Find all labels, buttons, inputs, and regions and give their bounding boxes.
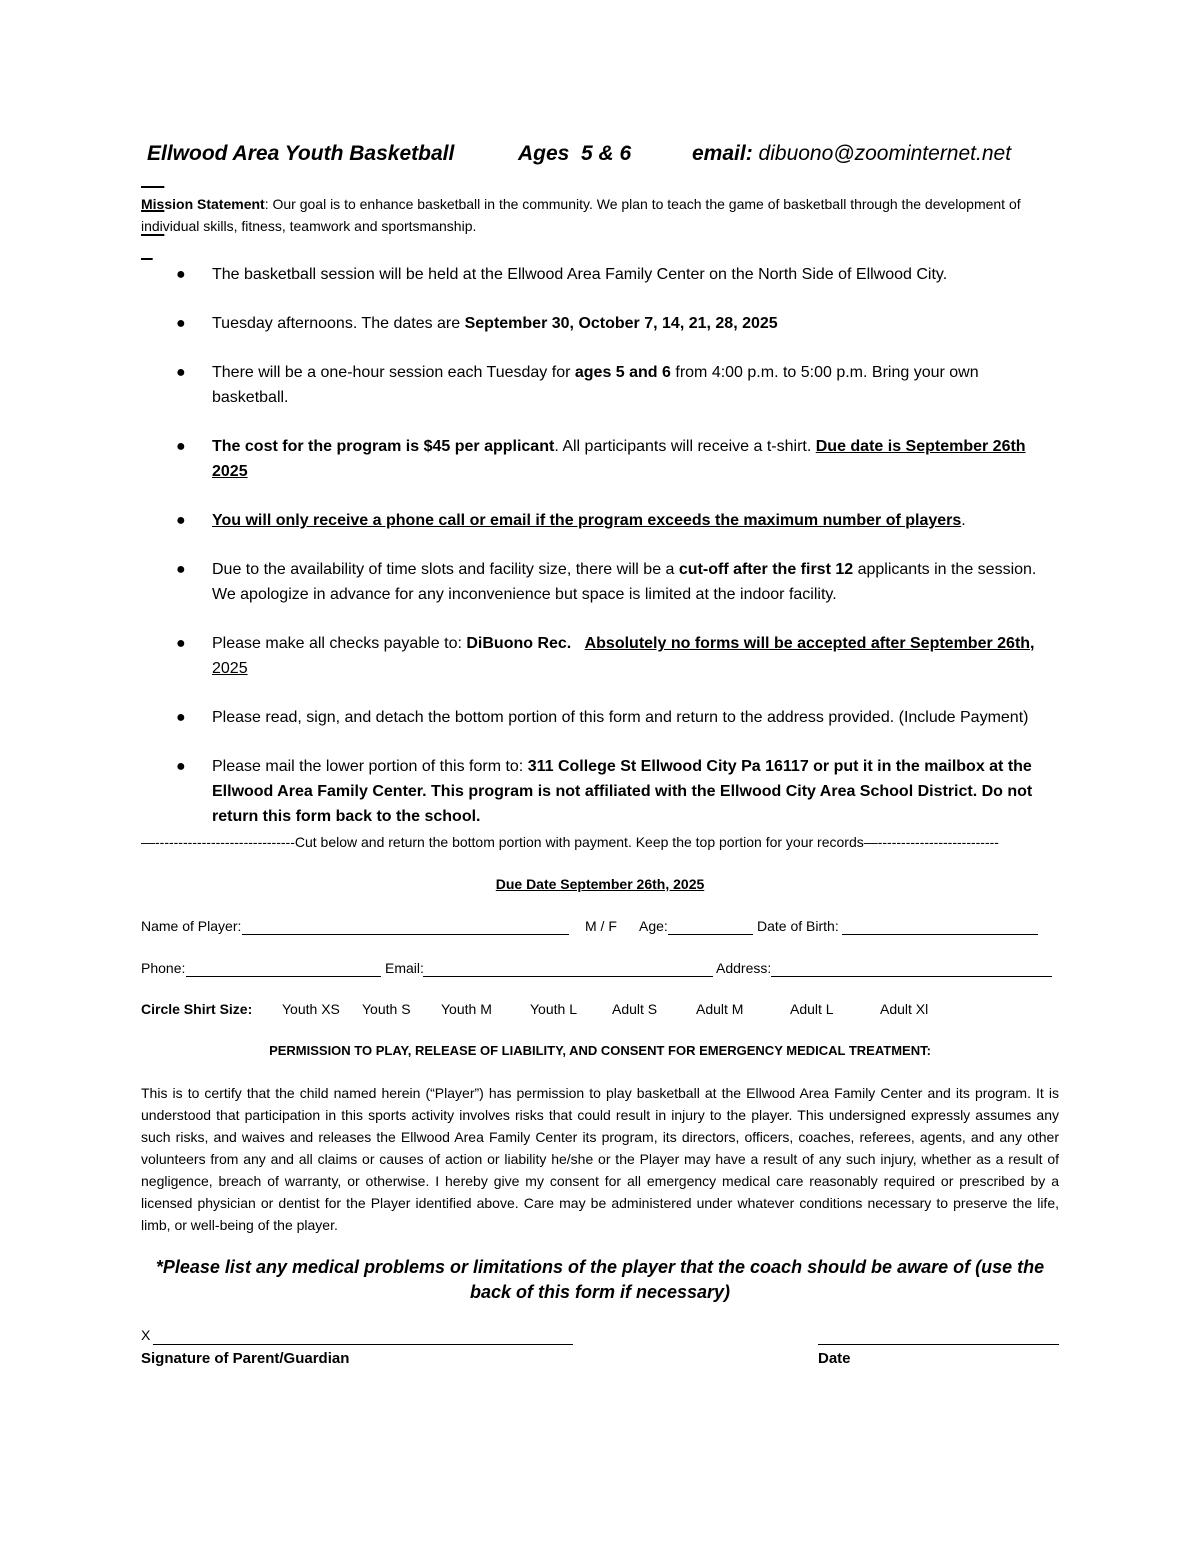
shirt-size-option[interactable]: Youth L (530, 1001, 577, 1017)
age-group: Ages 5 & 6 (518, 142, 632, 165)
shirt-size-option[interactable]: Youth M (441, 1001, 492, 1017)
age-label: Age: (639, 918, 668, 934)
shirt-size-option[interactable]: Adult M (696, 1001, 744, 1017)
player-info-row (141, 918, 1059, 940)
mission-statement: Mission Statement: Our goal is to enhance basketball in the community. We plan to teach the game of basketball through the development of individual skills, fitness, teamwork and sportsmanship. (141, 196, 1021, 234)
shirt-size-option[interactable]: Adult Xl (880, 1001, 929, 1017)
contact-info-row (141, 960, 1059, 982)
shirt-size-option[interactable]: Adult S (612, 1001, 658, 1017)
form-header (141, 142, 1059, 172)
phone-label: Phone: (141, 960, 186, 976)
bullet-icon: ● (176, 438, 186, 455)
list-item: ● Due to the availability of time slots and facility size, there will be a cut-off after the first 12 applicants in the session. We apologize in advance for any inconvenience but space is limited at the indoor facility. (141, 557, 1059, 607)
shirt-size-option[interactable]: Youth S (362, 1001, 411, 1017)
age-field[interactable] (668, 918, 753, 935)
bullet-icon: ● (176, 561, 186, 578)
release-of-liability-text: This is to certify that the child named herein (“Player”) has permission to play basketball at the Ellwood Area Family Center and its program. It is understood that participation in this sports activity involves risks that could result in injury to the player. This undersigned expressly assumes any such risks, and waives and releases the Ellwood Area Family Center its program, its directors, officers, coaches, referees, agents, and any other volunteers from any and all claims or causes of action or liability he/she or the Player may have a result of any such injury, whether as a result of negligence, breach of warranty, or otherwise. I hereby give my consent for all emergency medical care reasonably required or prescribed by a licensed physician or dentist for the Player identified above. Care may be administered under whatever conditions necessary to preserve the life, limb, or well-being of the player. (141, 1085, 1059, 1233)
list-item: ● Tuesday afternoons. The dates are September 30, October 7, 14, 21, 28, 2025 (141, 311, 1059, 336)
list-item: ● Please read, sign, and detach the bottom portion of this form and return to the address provided. (Include Payment) (141, 705, 1059, 730)
cut-line: —------------------------------Cut below and return the bottom portion with payment. Keep the top portion for your records—-------------------------- (141, 834, 999, 850)
shirt-size-option[interactable]: Adult L (790, 1001, 834, 1017)
list-item: ● The basketball session will be held at the Ellwood Area Family Center on the North Side of Ellwood City. (141, 262, 1059, 287)
bullet-icon: ● (176, 364, 186, 381)
bullet-icon: ● (176, 512, 186, 529)
contact-email: email: dibuono@zoominternet.net (692, 142, 1012, 165)
name-label: Name of Player: (141, 918, 242, 934)
bullet-icon: ● (176, 709, 186, 726)
medical-note: *Please list any medical problems or limitations of the player that the coach should be aware of (use the back of this form if necessary) (155, 1257, 1045, 1302)
shirt-size-option[interactable]: Youth XS (282, 1001, 340, 1017)
email-field[interactable] (423, 960, 713, 977)
date-label: Date (818, 1350, 851, 1367)
dob-field[interactable] (842, 918, 1038, 935)
player-name-field[interactable] (242, 918, 569, 935)
signature-x-mark: X (141, 1327, 151, 1343)
bullet-icon: ● (176, 315, 186, 332)
address-field[interactable] (771, 960, 1052, 977)
phone-field[interactable] (186, 960, 381, 977)
gender-option[interactable]: M / F (585, 918, 617, 934)
list-item: ● The cost for the program is $45 per applicant. All participants will receive a t-shirt. Due date is September 26th 2025 (141, 434, 1059, 484)
list-item: ● You will only receive a phone call or email if the program exceeds the maximum number of players. (141, 508, 1059, 533)
list-item: ● Please mail the lower portion of this form to: 311 College St Ellwood City Pa 16117 or put it in the mailbox at the Ellwood Area Family Center. This program is not affiliated with the Ellwood City Area School District. Do not return this form back to the school. (141, 754, 1059, 829)
bullet-icon: ● (176, 758, 186, 775)
dob-label: Date of Birth: (757, 918, 839, 934)
list-item: ● There will be a one-hour session each Tuesday for ages 5 and 6 from 4:00 p.m. to 5:00 p.m. Bring your own basketball. (141, 360, 1059, 410)
shirt-size-label: Circle Shirt Size: (141, 1001, 253, 1017)
date-field[interactable] (818, 1327, 1059, 1345)
signature-field[interactable] (153, 1327, 573, 1345)
email-label: Email: (385, 960, 424, 976)
address-label: Address: (716, 960, 772, 976)
bullet-icon: ● (176, 635, 186, 652)
due-date-heading: Due Date September 26th, 2025 (495, 876, 705, 892)
signature-label: Signature of Parent/Guardian (141, 1350, 350, 1367)
permission-title: PERMISSION TO PLAY, RELEASE OF LIABILITY, AND CONSENT FOR EMERGENCY MEDICAL TREATMENT: (269, 1043, 931, 1058)
info-bullet-list (141, 262, 1059, 853)
list-item: ● Please make all checks payable to: DiBuono Rec. Absolutely no forms will be accepted after September 26th, 2025 (141, 631, 1059, 681)
program-title: Ellwood Area Youth Basketball (147, 142, 455, 165)
bullet-icon: ● (176, 266, 186, 283)
